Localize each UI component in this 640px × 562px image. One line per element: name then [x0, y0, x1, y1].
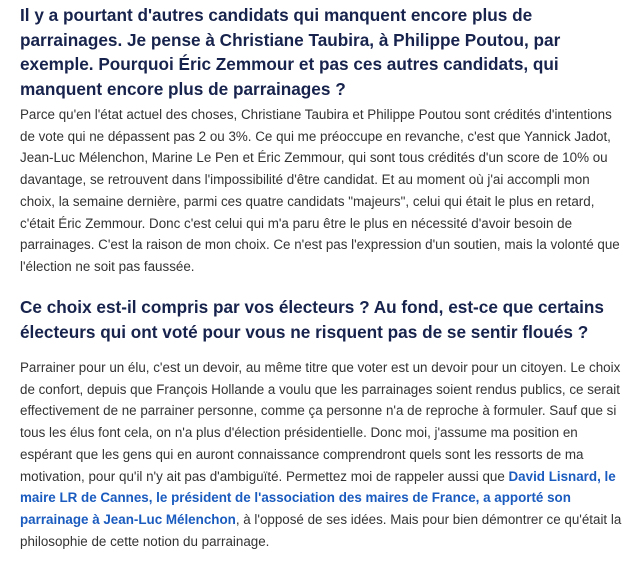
- interview-question-1: Il y a pourtant d'autres candidats qui manquent encore plus de parrainages. Je pense à Christiane Taubira, à Philippe Poutou, par exemple. Pourquoi Éric Zemmour et pas ces autres candidats, qui manquent encore plus de parrainages ?: [20, 5, 561, 99]
- answer-2-text-before-link: Parrainer pour un élu, c'est un devoir, au même titre que voter est un devoir pour un citoyen. Le choix de confort, depuis que François Hollande a voulu que les parrainages soient rendus publics, ce serait effectivement de ne parrainer personne, comme ça personne n'a de reproche à formuler. Sauf que si tous les élus font cela, on n'a plus d'élection présidentielle. Donc moi, j'assume ma position en espérant que les gens qui en auront connaissance comprendront quels sont les ressorts de ma motivation, pour qu'il n'y ait pas d'ambiguïté. Permettez moi de rappeler aussi que: [20, 360, 621, 484]
- answer-2-text-after-link: , à l'opposé de ses idées. Mais pour bien démontrer ce qu'était la philosophie de cette notion du parrainage.: [20, 511, 622, 549]
- interview-question-2: Ce choix est-il compris par vos électeurs ? Au fond, est-ce que certains électeurs qui ont voté pour vous ne risquent pas de se sentir floués ?: [20, 297, 604, 342]
- interview-answer-2: [20, 357, 626, 552]
- article-inline-link[interactable]: David Lisnard, le maire LR de Cannes, le président de l'association des maires de France, a apporté son parrainage à Jean-Luc Mélenchon: [20, 468, 616, 527]
- interview-answer-1: Parce qu'en l'état actuel des choses, Christiane Taubira et Philippe Poutou sont crédités d'intentions de vote qui ne dépassent pas 2 ou 3%. Ce qui me préoccupe en revanche, c'est que Yannick Jadot, Jean-Luc Mélenchon, Marine Le Pen et Éric Zemmour, qui sont tous crédités d'un score de 10% ou davantage, se retrouvent dans l'impossibilité d'être candidat. Et au moment où j'ai accompli mon choix, la semaine dernière, parmi ces quatre candidats "majeurs", celui qui était le plus en retard, c'était Éric Zemmour. Donc c'est celui qui m'a paru être le plus en nécessité d'avoir besoin de parrainages. C'est la raison de mon choix. Ce n'est pas l'expression d'un soutien, mais la volonté que l'élection ne soit pas faussée.: [20, 107, 620, 274]
